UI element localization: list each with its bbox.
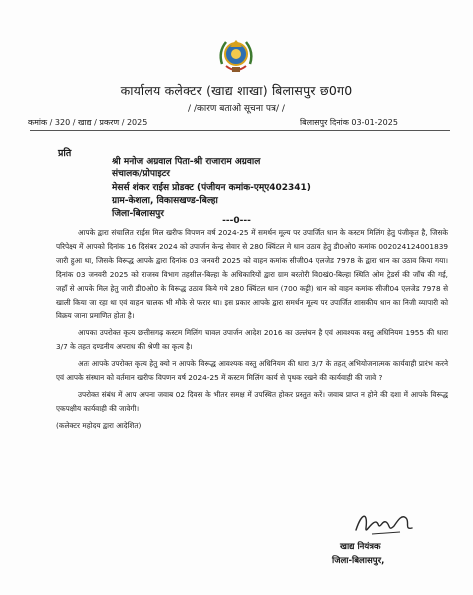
recipient-district: जिला-बिलासपुर bbox=[112, 209, 164, 219]
body-paragraph: आपका उपरोक्त कृत्य छत्तीसगढ़ कस्टम मिलिंग चावल उपार्जन आदेश 2016 का उल्लंघन है एवं आवश्यक वस्तु अधिनियम 1955 की धारा 3/7 के तहत दण्डनीय अपराध की श्रेणी का कृत्य है। bbox=[56, 328, 448, 352]
signatory-title: खाद्य नियंत्रक bbox=[340, 542, 381, 552]
header-divider bbox=[30, 130, 450, 131]
body-paragraph: आपके द्वारा संचालित राईस मिल खरीफ विपणन वर्ष 2024-25 में समर्थन मूल्य पर उपार्जित धान के कस्टम मिलिंग हेतु पंजीकृत है, जिसके परिपेक्ष्य में आपको दिनांक 16 दिसंबर 2024 को उपार्जन केन्द्र सेवार से 280 क्विंटल मे धान उठाव हेतु डी0ओ0 कमांक 002024124001839 जारी हुआ था, जिसके विरूद्ध आपके द्वारा दिनांक 03 जनवरी 2025 को वाहन कमांक सीजी04 एलजेड 7978 के द्वारा धान का उठाव किया गया। दिनांक 03 जनवरी 2025 को राजस्व विभाग तहसील-बिल्हा के अधिकारियों द्वारा ग्राम बरतोरी वि0खं0-बिल्हा स्थिति ओम ट्रेडर्स की जाँच की गई, जहाँ से आपके मिल हेतु जारी डी0ओ0 के विरूद्ध उठाव किये गये 280 क्विंटल धान (700 कट्टी) धान को वाहन कमांक सीजी04 एलजेड 7978 से खाली किया जा रहा था एवं वाहन चालक भी मौके से फरार था। इस प्रकार आपके द्वारा समर्थन मूल्य पर उपार्जित शासकीय धान का निजी व्यापारी को विक्रय जाना प्रमाणित होता है। bbox=[56, 228, 448, 321]
recipient-designation: संचालक/प्रोपाइटर bbox=[112, 169, 170, 179]
order-note: (कलेक्टर महोदय द्वारा आदेशित) bbox=[56, 420, 142, 430]
letter-date: बिलासपुर दिनांक 03-01-2025 bbox=[300, 118, 398, 127]
signatory-place: जिला-बिलासपुर, bbox=[332, 556, 385, 566]
recipient-name: श्री मनोज अग्रवाल पिता-श्री राजाराम अग्रवाल bbox=[112, 157, 261, 167]
office-title: कार्यालय कलेक्टर (खाद्य शाखा) बिलासपुर छ0ग0 bbox=[120, 83, 353, 98]
chhattisgarh-state-emblem-icon bbox=[216, 34, 256, 78]
notice-subtitle: / /कारण बताओ सूचना पत्र/ / bbox=[188, 104, 285, 114]
letter-body bbox=[56, 226, 448, 436]
handwritten-signature-icon bbox=[352, 506, 420, 540]
body-paragraph: अतः आपके उपरोक्त कृत्य हेतु क्यो न आपके विरूद्ध आवश्यक वस्तु अधिनियम की धारा 3/7 के तहत् अभियोजनात्मक कार्यवाही प्रारंभ करने एवं आपके संस्थान को वर्तमान खरीफ विपणन वर्ष 2024-25 में कस्टम मिलिंग कार्य से पृथक रखने की कार्यवाही की जावे ? bbox=[56, 359, 448, 383]
section-separator: ---0--- bbox=[222, 216, 251, 226]
recipient-firm: मेसर्स शंकर राईस प्रोडक्ट (पंजीयन कमांक-एम्ए402341) bbox=[112, 183, 311, 193]
recipient-label: प्रति bbox=[58, 148, 72, 159]
recipient-village: ग्राम-केशला, विकासखण्ड-बिल्हा bbox=[112, 196, 218, 206]
body-paragraph: उपरोक्त संबंध में आप अपना जवाब 02 दिवस के भीतर समक्ष में उपस्थित होकर प्रस्तुत करें। जवाब प्राप्त न होने की दशा में आपके विरूद्ध एकपक्षीय कार्यवाही की जावेगी। bbox=[56, 389, 448, 413]
reference-number: कमांक / 320 / खाद्य / प्रकरण / 2025 bbox=[28, 118, 148, 127]
